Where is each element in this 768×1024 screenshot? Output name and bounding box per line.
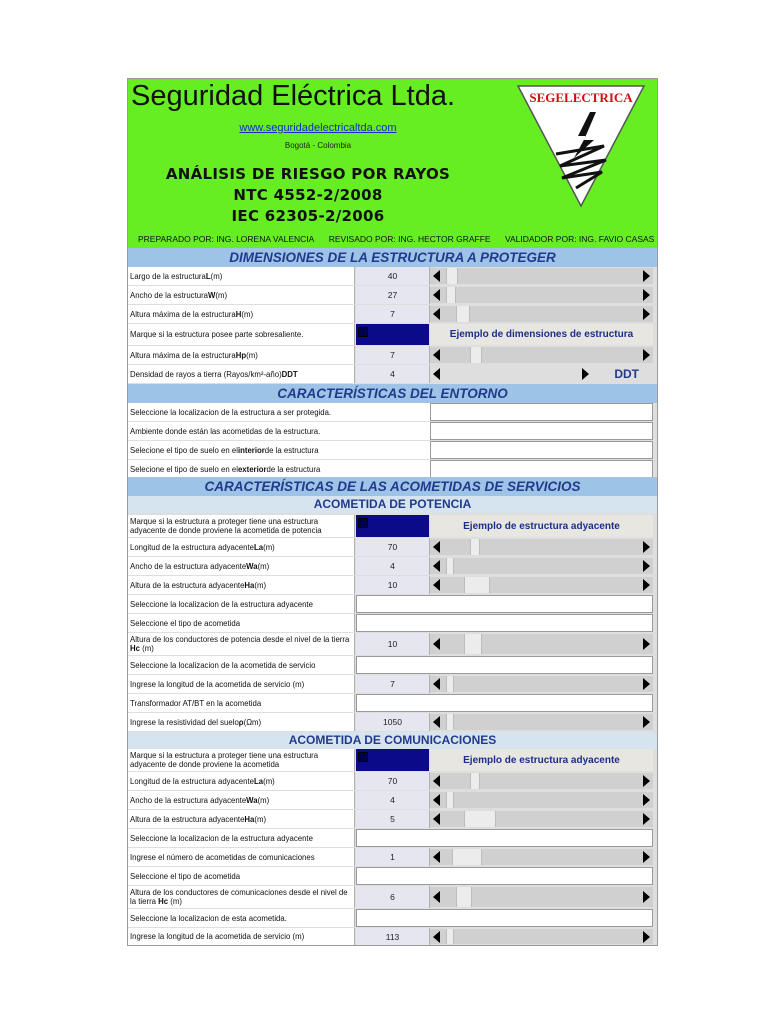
row-comms-length [128,928,657,946]
subsection-comms: ACOMETIDA DE COMUNICACIONES [128,732,657,749]
row-comms-adj-location [128,829,657,848]
ddt-value[interactable]: 4 [356,365,430,383]
comms-wa-value[interactable]: 4 [356,791,430,809]
row-location [128,403,657,422]
scroll-right-arrow-icon[interactable] [643,579,650,591]
field-label: Ingrese la longitud de la acometida de servicio (m) [128,928,355,945]
scroll-left-arrow-icon[interactable] [433,678,440,690]
power-length-scrollbar[interactable] [430,676,653,692]
width-scrollbar[interactable] [430,287,653,303]
power-adjacent-checkbox[interactable] [356,515,429,537]
power-ha-scrollbar[interactable] [430,577,653,593]
standard-ntc: NTC 4552-2/2008 [233,186,383,204]
height-value[interactable]: 7 [356,305,430,323]
row-power-length [128,675,657,694]
field-label: Seleccione el tipo de acometida [128,867,355,885]
scroll-right-arrow-icon[interactable] [643,349,650,361]
power-service-location-select[interactable] [356,656,653,674]
length-scrollbar[interactable] [430,268,653,284]
ddt-scrollbar[interactable] [430,366,653,382]
example-dimensions-button[interactable]: Ejemplo de dimensiones de estructura [430,324,653,345]
field-label: Densidad de rayos a tierra (Rayos/km²-año) DDT [128,365,355,383]
row-hp [128,346,657,365]
row-resistivity [128,713,657,732]
row-transformer [128,694,657,713]
field-label: Altura máxima de la estructura Hp (m) [128,346,355,364]
scroll-right-arrow-icon[interactable] [643,289,650,301]
standard-iec: IEC 62305-2/2006 [231,207,385,225]
credits-line [138,234,654,244]
ddt-button[interactable]: DDT [614,367,639,381]
scroll-right-arrow-icon[interactable] [643,308,650,320]
scroll-left-arrow-icon[interactable] [433,775,440,787]
row-length [128,267,657,286]
scroll-right-arrow-icon[interactable] [643,270,650,282]
comms-length-value[interactable]: 113 [356,928,430,945]
row-comms-ha [128,810,657,829]
protruding-checkbox[interactable] [356,324,429,345]
field-label: Seleccione la localizacion de la estructura adyacente [128,595,355,613]
soil-exterior-select[interactable] [430,460,653,478]
scroll-left-arrow-icon[interactable] [433,851,440,863]
row-comms-type [128,867,657,886]
section-services: CARACTERÍSTICAS DE LAS ACOMETIDAS DE SERVICIOS [128,477,657,496]
scroll-left-arrow-icon[interactable] [433,891,440,903]
scroll-right-arrow-icon[interactable] [643,851,650,863]
scroll-left-arrow-icon[interactable] [433,368,440,380]
comms-type-select[interactable] [356,867,653,885]
scroll-right-arrow-icon[interactable] [643,794,650,806]
comms-length-scrollbar[interactable] [430,929,653,944]
scroll-left-arrow-icon[interactable] [433,716,440,728]
environment-select[interactable] [430,422,653,440]
comms-la-value[interactable]: 70 [356,772,430,790]
row-comms-count [128,848,657,867]
scroll-right-arrow-icon[interactable] [643,813,650,825]
comms-count-value[interactable]: 1 [356,848,430,866]
row-power-wa [128,557,657,576]
power-wa-value[interactable]: 4 [356,557,430,575]
power-la-value[interactable]: 70 [356,538,430,556]
scroll-left-arrow-icon[interactable] [433,349,440,361]
field-label: Longitud de la estructura adyacente La (m) [128,772,355,790]
scroll-right-arrow-icon[interactable] [643,891,650,903]
transformer-select[interactable] [356,694,653,712]
field-label: Selecione el tipo de suelo en el exterior de la estructura [128,460,431,478]
field-label: Ancho de la estructura W (m) [128,286,355,304]
field-label: Ancho de la estructura adyacente Wa (m) [128,791,355,809]
scroll-left-arrow-icon[interactable] [433,794,440,806]
row-protruding [128,324,657,346]
scroll-left-arrow-icon[interactable] [433,931,440,943]
power-type-select[interactable] [356,614,653,632]
scroll-left-arrow-icon[interactable] [433,638,440,650]
scroll-right-arrow-icon[interactable] [643,775,650,787]
field-label: Altura de los conductores de potencia desde el nivel de la tierra Hc (m) [128,633,355,655]
scroll-left-arrow-icon[interactable] [433,579,440,591]
report-title: ANÁLISIS DE RIESGO POR RAYOS [165,165,451,183]
scroll-left-arrow-icon[interactable] [433,813,440,825]
header-banner [128,79,657,248]
field-label: Largo de la estructura L (m) [128,267,355,285]
example-adjacent-button[interactable]: Ejemplo de estructura adyacente [430,515,653,537]
field-label: Ingrese la longitud de la acometida de servicio (m) [128,675,355,693]
scroll-right-arrow-icon[interactable] [643,541,650,553]
row-soil-interior [128,441,657,460]
row-comms-la [128,772,657,791]
row-power-type [128,614,657,633]
field-label: Altura máxima de la estructura H (m) [128,305,355,323]
comms-la-scrollbar[interactable] [430,773,653,789]
location-select[interactable] [430,403,653,421]
field-label: Altura de la estructura adyacente Ha (m) [128,810,355,828]
section-dimensions: DIMENSIONES DE LA ESTRUCTURA A PROTEGER [128,248,657,267]
scroll-left-arrow-icon[interactable] [433,270,440,282]
city-label: Bogotá - Colombia [284,141,352,150]
ddt-arrow-icon[interactable] [582,368,589,380]
field-label: Altura de los conductores de comunicaciones desde el nivel de la tierra Hc (m) [128,886,355,908]
spreadsheet-form [127,78,658,946]
field-label: Selecione el tipo de suelo en el interior de la estructura [128,441,431,459]
row-environment [128,422,657,441]
scroll-right-arrow-icon[interactable] [643,931,650,943]
resistivity-value[interactable]: 1050 [356,713,430,731]
field-label: Longitud de la estructura adyacente La (m) [128,538,355,556]
field-label: Marque si la estructura posee parte sobresaliente. [128,324,355,345]
field-label: Ancho de la estructura adyacente Wa (m) [128,557,355,575]
length-value[interactable]: 40 [356,267,430,285]
field-label: Ingrese la resistividad del suelo ρ (Ωm) [128,713,355,731]
comms-ha-value[interactable]: 5 [356,810,430,828]
power-wa-scrollbar[interactable] [430,558,653,574]
row-power-la [128,538,657,557]
segelectrica-logo [516,84,646,208]
row-comms-adjacent [128,749,657,772]
field-label: Seleccione la localizacion de la acometida de servicio [128,656,355,674]
scroll-right-arrow-icon[interactable] [643,638,650,650]
comms-hc-value[interactable]: 6 [356,886,430,908]
field-label: Seleccione la localizacion de la estructura a ser protegida. [128,403,431,421]
power-length-value[interactable]: 7 [356,675,430,693]
comms-adj-location-select[interactable] [356,829,653,847]
row-power-service-location [128,656,657,675]
row-power-adjacent [128,515,657,538]
scroll-left-arrow-icon[interactable] [433,560,440,572]
section-environment: CARACTERÍSTICAS DEL ENTORNO [128,384,657,403]
field-label: Transformador AT/BT en la acometida [128,694,355,712]
row-power-hc [128,633,657,656]
soil-interior-select[interactable] [430,441,653,459]
field-label: Seleccione el tipo de acometida [128,614,355,632]
scroll-left-arrow-icon[interactable] [433,308,440,320]
row-width [128,286,657,305]
resistivity-scrollbar[interactable] [430,714,653,730]
comms-ha-scrollbar[interactable] [430,811,653,827]
svg-text:SEGELECTRICA: SEGELECTRICA [529,90,633,105]
row-comms-hc [128,886,657,909]
height-scrollbar[interactable] [430,306,653,322]
hp-scrollbar[interactable] [430,347,653,363]
row-height [128,305,657,324]
comms-count-scrollbar[interactable] [430,849,653,865]
power-ha-value[interactable]: 10 [356,576,430,594]
comms-hc-scrollbar[interactable] [430,887,653,907]
field-label: Altura de la estructura adyacente Ha (m) [128,576,355,594]
example-adjacent-button[interactable]: Ejemplo de estructura adyacente [430,749,653,771]
power-adj-location-select[interactable] [356,595,653,613]
scroll-right-arrow-icon[interactable] [643,678,650,690]
comms-location-select[interactable] [356,909,653,927]
field-label: Ingrese el número de acometidas de comunicaciones [128,848,355,866]
field-label: Ambiente donde están las acometidas de la estructura. [128,422,431,440]
row-comms-location [128,909,657,928]
power-hc-scrollbar[interactable] [430,634,653,654]
row-power-adj-location [128,595,657,614]
scroll-left-arrow-icon[interactable] [433,541,440,553]
field-label: Marque si la estructura a proteger tiene una estructura adyacente de donde proviene la acometida [128,749,355,771]
subsection-power: ACOMETIDA DE POTENCIA [128,496,657,513]
scroll-right-arrow-icon[interactable] [643,716,650,728]
width-value[interactable]: 27 [356,286,430,304]
row-ddt [128,365,657,384]
prepared-by: PREPARADO POR: ING. LORENA VALENCIA [138,234,315,244]
field-label: Seleccione la localizacion de la estructura adyacente [128,829,355,847]
comms-wa-scrollbar[interactable] [430,792,653,808]
scroll-left-arrow-icon[interactable] [433,289,440,301]
scroll-right-arrow-icon[interactable] [643,560,650,572]
row-power-ha [128,576,657,595]
row-comms-wa [128,791,657,810]
reviewed-by: REVISADO POR: ING. HECTOR GRAFFE [328,234,491,244]
power-la-scrollbar[interactable] [430,539,653,555]
power-hc-value[interactable]: 10 [356,633,430,655]
field-label: Marque si la estructura a proteger tiene una estructura adyacente de donde proviene la acometida de potencia [128,515,355,537]
field-label: Seleccione la localizacion de esta acometida. [128,909,355,927]
hp-value[interactable]: 7 [356,346,430,364]
validated-by: VALIDADOR POR: ING. FAVIO CASAS [504,234,655,244]
comms-adjacent-checkbox[interactable] [356,749,429,771]
company-name: Seguridad Eléctrica Ltda. [131,80,456,112]
website-link[interactable]: www.seguridadelectricaltda.com [239,122,397,134]
